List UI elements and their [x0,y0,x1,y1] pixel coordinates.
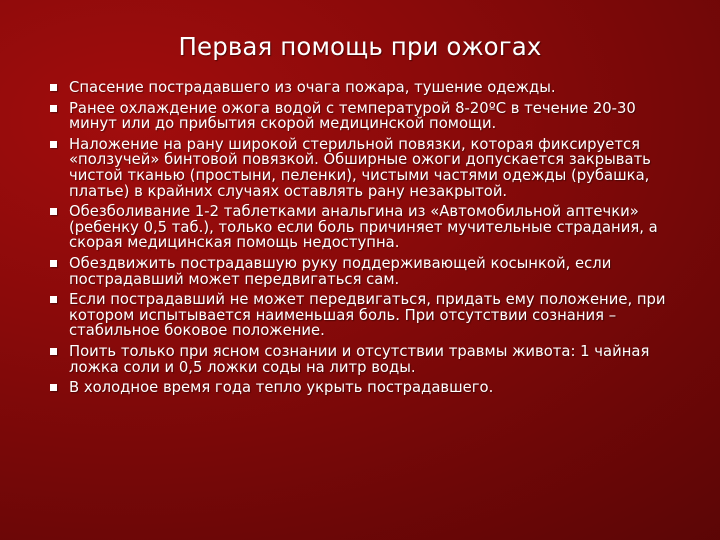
bullet-text: Спасение пострадавшего из очага пожара, тушение одежды. [69,79,556,96]
bullet-item [49,292,681,339]
square-bullet-icon [50,384,57,391]
bullet-text: Наложение на рану широкой стерильной повязки, которая фиксируется «ползучей» бинтовой повязкой. Обширные ожоги допускается закрывать чистой тканью (простыни, пеленки), чистыми частями одежды (рубашка, платье) в крайних случаях оставлять рану незакрытой. [69,135,651,200]
square-bullet-icon [50,208,57,215]
bullet-item [49,344,681,375]
square-bullet-icon [50,348,57,355]
bullet-text: Если пострадавший не может передвигаться, придать ему положение, при котором испытывается наименьшая боль. При отсутствии сознания – стабильное боковое положение. [69,291,666,340]
bullet-text: Поить только при ясном сознании и отсутствии травмы живота: 1 чайная ложка соли и 0,5 ложки соды на литр воды. [69,342,650,376]
bullet-list [49,80,681,401]
bullet-text: Обездвижить пострадавшую руку поддерживающей косынкой, если пострадавший может передвигаться сам. [69,254,612,288]
bullet-text: Обезболивание 1-2 таблетками анальгина из «Автомобильной аптечки» (ребенку 0,5 таб.), только если боль причиняет мучительные страдания, а скорая медицинская помощь недоступна. [69,203,658,252]
bullet-item [49,80,681,96]
bullet-item [49,380,681,396]
square-bullet-icon [50,296,57,303]
square-bullet-icon [50,141,57,148]
bullet-item [49,256,681,287]
square-bullet-icon [50,260,57,267]
bullet-item [49,137,681,199]
bullet-item [49,204,681,251]
bullet-text: Ранее охлаждение ожога водой с температурой 8-20ºС в течение 20-30 минут или до прибытия скорой медицинской помощи. [69,99,636,133]
slide-title: Первая помощь при ожогах [178,32,542,61]
bullet-text: В холодное время года тепло укрыть пострадавшего. [69,379,494,397]
square-bullet-icon [50,84,57,91]
square-bullet-icon [50,105,57,112]
bullet-item [49,101,681,132]
